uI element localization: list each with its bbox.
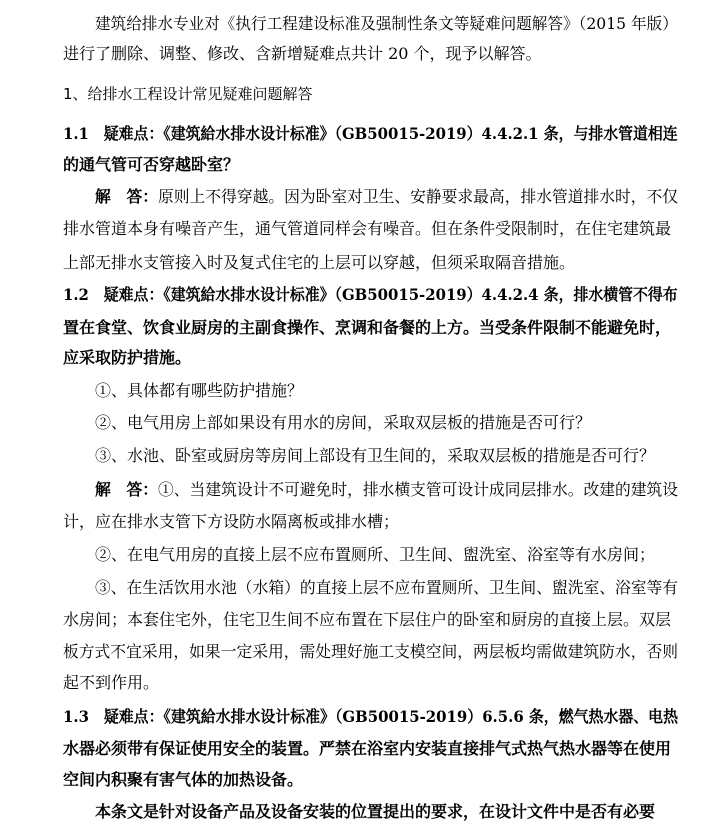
question-1-1-line-1: 1.1 疑难点：《建筑給水排水设计标准》（GB50015-2019）4.4.2.1 条，与排水管道相连: [63, 124, 678, 143]
answer-1-2-line-1: [95, 480, 679, 500]
sub-question-3: ③、水池、卧室或厨房等房间上部设有卫生间的，采取双层板的措施是否可行？: [95, 446, 656, 465]
note-1-3: 本条文是针对设备产品及设备安装的位置提出的要求，在设计文件中是否有必要: [95, 802, 656, 821]
answer-text: ①、当建筑设计不可避免时，排水横支管可设计成同层排水。改建的建筑设: [158, 480, 679, 499]
answer-1-2-line-3: ②、在电气用房的直接上层不应布置厕所、卫生间、盥洗室、浴室等有水房间；: [95, 545, 656, 564]
answer-text: 原则上不得穿越。因为卧室对卫生、安静要求最高，排水管道排水时，不仅: [158, 187, 679, 206]
answer-1-2-line-5: 水房间；本套住宅外，住宅卫生间不应布置在下层住户的卧室和厨房的直接上层。双层: [63, 610, 672, 629]
answer-label: 解 答：: [95, 480, 159, 499]
answer-1-1-line-2: 排水管道本身有噪音产生，通气管道同样会有噪音。但在条件受限制时，在住宅建筑最: [63, 219, 672, 238]
question-1-2-line-2: 置在食堂、饮食业厨房的主副食操作、烹调和备餐的上方。当受条件限制不能避免时，: [63, 318, 672, 337]
question-1-1-line-2: 的通气管可否穿越卧室？: [63, 155, 240, 174]
question-1-2-line-1: 1.2 疑难点：《建筑給水排水设计标准》（GB50015-2019）4.4.2.4 条，排水横管不得布: [63, 285, 678, 304]
question-1-3-line-1: 1.3 疑难点：《建筑給水排水设计标准》（GB50015-2019）6.5.6 条，燃气热水器、电热: [63, 707, 678, 726]
intro-line-2: 进行了删除、调整、修改、含新增疑难点共计 20 个，现予以解答。: [63, 44, 542, 63]
question-1-2-line-3: 应采取防护措施。: [63, 348, 192, 367]
answer-1-1-line-1: [95, 187, 679, 207]
answer-1-2-line-2: 计，应在排水支管下方设防水隔离板或排水槽；: [63, 512, 400, 531]
answer-1-2-line-6: 板方式不宜采用，如果一定采用，需处理好施工支模空间，两层板均需做建筑防水，否则: [63, 642, 679, 661]
answer-1-1-line-3: 上部无排水支管接入时及复式住宅的上层可以穿越，但须采取隔音措施。: [63, 253, 576, 272]
answer-1-2-line-7: 起不到作用。: [63, 673, 160, 692]
sub-question-2: ②、电气用房上部如果设有用水的房间，采取双层板的措施是否可行？: [95, 413, 592, 432]
section-heading: 1、给排水工程设计常见疑难问题解答: [63, 85, 313, 103]
answer-label: 解 答：: [95, 187, 159, 206]
question-1-3-line-2: 水器必须带有保证使用安全的装置。严禁在浴室内安装直接排气式热气热水器等在使用: [63, 739, 672, 758]
intro-line-1: 建筑给排水专业对《执行工程建设标准及强制性条文等疑难问题解答》（2015 年版）: [95, 14, 678, 33]
question-1-3-line-3: 空间内积聚有害气体的加热设备。: [63, 770, 304, 789]
sub-question-1: ①、具体都有哪些防护措施？: [95, 381, 304, 400]
answer-1-2-line-4: ③、在生活饮用水池（水箱）的直接上层不应布置厕所、卫生间、盥洗室、浴室等有: [95, 578, 679, 597]
